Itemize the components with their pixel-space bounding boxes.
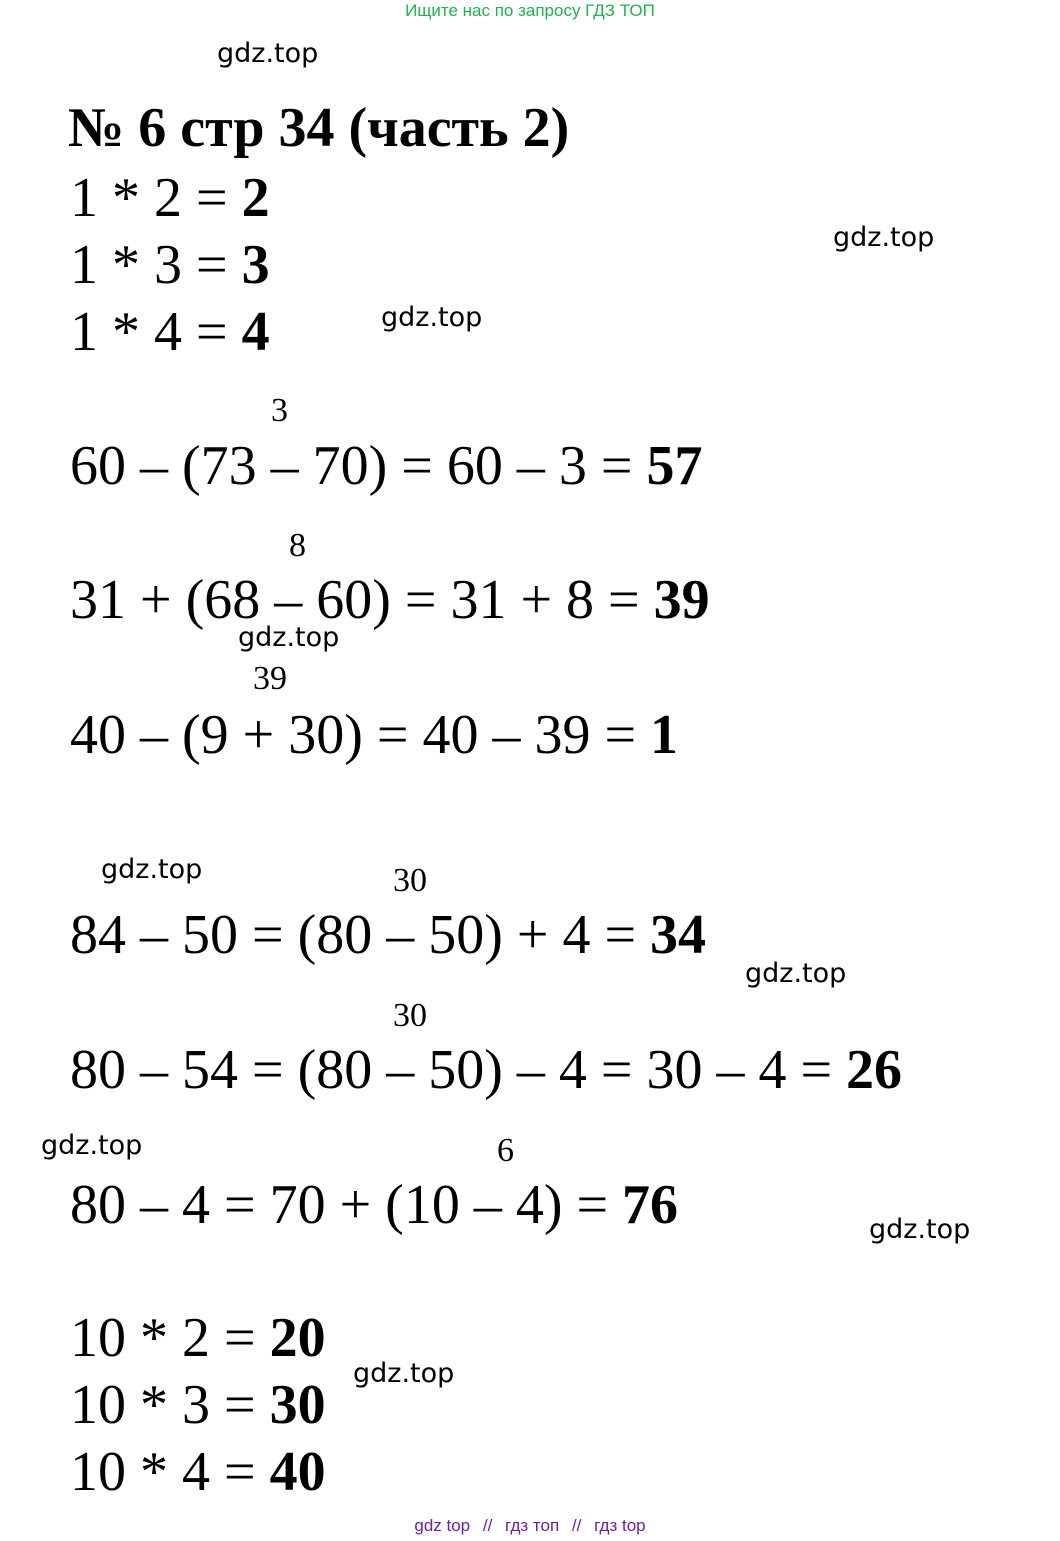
equation-answer: 30 [269,1374,326,1436]
equation-line [70,234,270,296]
footer-link[interactable]: гдз топ [505,1516,560,1535]
equation-expression: 10 * 3 = [70,1374,270,1436]
equation-expression: 1 * 4 = [70,301,242,363]
equation-expression: 60 – (73 – 70) = 60 – 3 = [70,435,647,497]
equation-answer: 1 [650,704,679,766]
watermark: gdz.top [217,38,319,69]
equation-answer: 2 [241,167,270,229]
equation-expression: 1 * 3 = [70,234,242,296]
watermark: gdz.top [381,302,483,333]
watermark: gdz.top [353,1358,455,1389]
footer-link[interactable]: gdz top [414,1516,471,1535]
watermark: gdz.top [41,1130,143,1161]
equation-line [70,569,710,631]
watermark: gdz.top [869,1214,971,1245]
equation-expression: 40 – (9 + 30) = 40 – 39 = [70,704,651,766]
watermark: gdz.top [745,958,847,989]
equation-line [70,301,270,363]
page-title: № 6 стр 34 (часть 2) [68,97,570,159]
equation-answer: 20 [269,1307,326,1369]
top-banner: Ищите нас по запросу ГДЗ ТОП [405,1,655,20]
intermediate-note: 30 [393,862,427,899]
intermediate-note: 8 [289,527,306,564]
intermediate-note: 39 [253,660,287,697]
watermark: gdz.top [101,854,203,885]
equation-answer: 57 [646,435,703,497]
equation-expression: 80 – 4 = 70 + (10 – 4) = [70,1174,623,1236]
equation-line [70,904,707,966]
equation-answer: 39 [653,569,710,631]
equation-line [70,167,270,229]
equation-expression: 84 – 50 = (80 – 50) + 4 = [70,904,651,966]
footer-links [0,1516,1060,1536]
intermediate-note: 3 [271,392,288,429]
equation-answer: 34 [650,904,707,966]
equation-line [70,1441,326,1503]
equation-line [70,1307,326,1369]
equation-line [70,1374,326,1436]
intermediate-note: 6 [497,1132,514,1169]
equation-expression: 10 * 2 = [70,1307,270,1369]
equation-answer: 4 [241,301,270,363]
equation-expression: 80 – 54 = (80 – 50) – 4 = 30 – 4 = [70,1039,847,1101]
equation-line [70,704,679,766]
equation-line [70,1039,903,1101]
equation-line [70,1174,679,1236]
equation-expression: 1 * 2 = [70,167,242,229]
equation-answer: 76 [622,1174,679,1236]
footer-separator: // [482,1516,493,1535]
equation-answer: 26 [846,1039,903,1101]
intermediate-note: 30 [393,997,427,1034]
watermark: gdz.top [238,622,340,653]
equation-answer: 3 [241,234,270,296]
footer-separator: // [571,1516,582,1535]
watermark: gdz.top [833,222,935,253]
equation-answer: 40 [269,1441,326,1503]
equation-expression: 10 * 4 = [70,1441,270,1503]
equation-expression: 31 + (68 – 60) = 31 + 8 = [70,569,654,631]
equation-line [70,435,703,497]
footer-link[interactable]: гдз top [594,1516,646,1535]
